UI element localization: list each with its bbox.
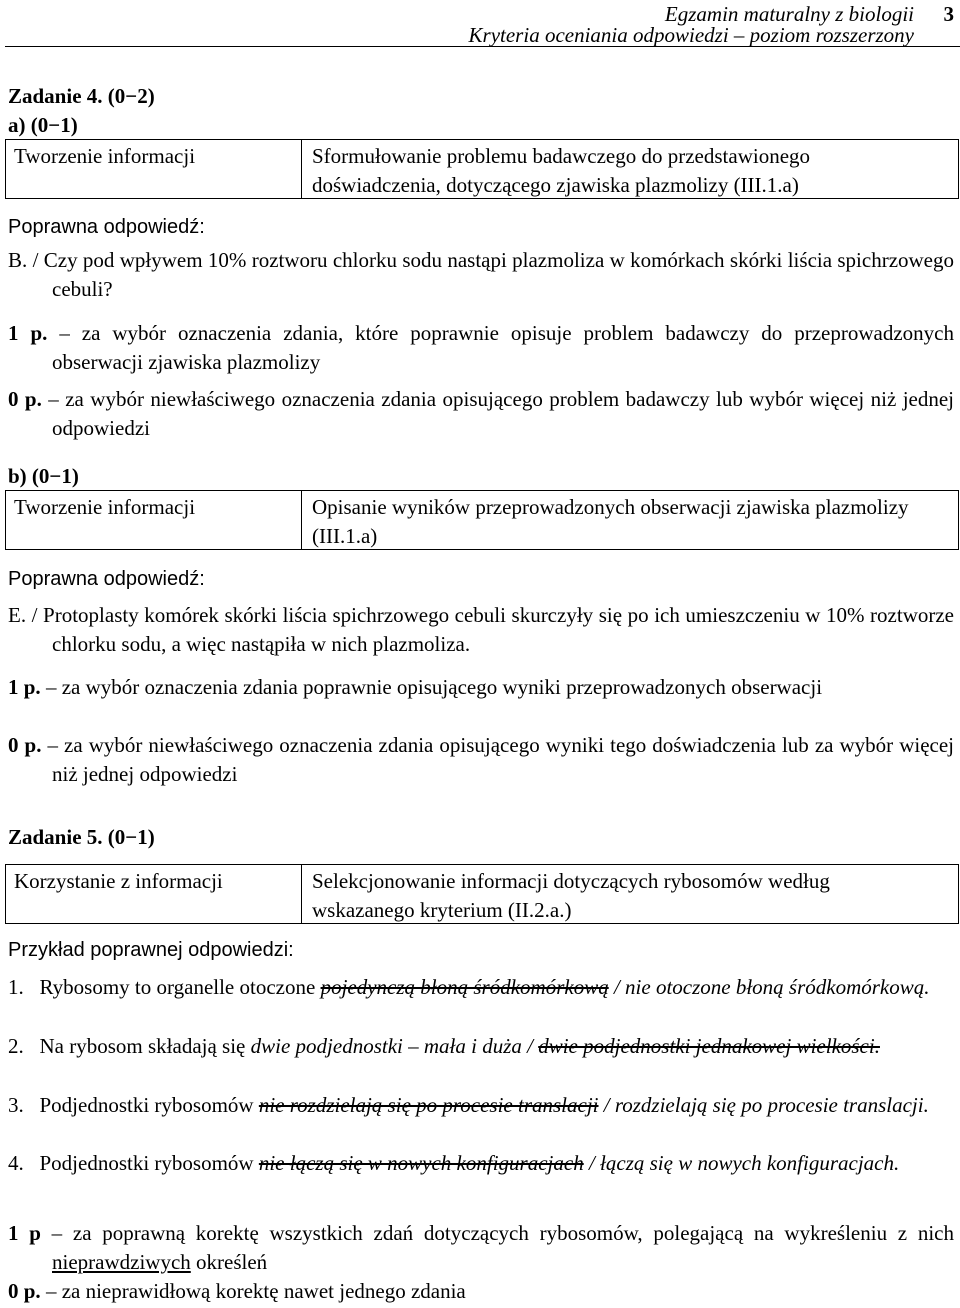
task4a-answer (8, 246, 954, 304)
task5-skill-description: Selekcjonowanie informacji dotyczących rybosomów według wskazanego kryterium (II.2.a.) (312, 869, 830, 922)
score-points: 0 p. (8, 1279, 41, 1303)
correct-phrase: / łączą się w nowych konfiguracjach. (583, 1151, 900, 1175)
task4b-skill-category: Tworzenie informacji (14, 495, 196, 519)
struck-phrase: nie rozdzielają się po procesie translacji (258, 1093, 599, 1117)
score-points: 0 p. (8, 733, 42, 757)
score-points: 1 p. (8, 321, 48, 345)
task5-title: Zadanie 5. (0−1) (8, 825, 155, 849)
score-description: – za poprawną korektę wszystkich zdań dotyczących rybosomów, polegającą na wykreśleniu z nich (51, 1221, 955, 1245)
item-number: 4. (8, 1151, 24, 1175)
task4b-score-1 (8, 673, 954, 702)
task5-score-1 (8, 1219, 954, 1277)
task4a-skill-category: Tworzenie informacji (14, 144, 196, 168)
task5-item-2 (8, 1032, 954, 1061)
item-number: 3. (8, 1093, 24, 1117)
score-description-end: określeń (190, 1250, 268, 1274)
task4-title: Zadanie 4. (0−2) (8, 84, 155, 108)
task5-item-4 (8, 1149, 954, 1178)
task4a-score-0 (8, 385, 954, 443)
task5-skill-box (5, 864, 959, 924)
task4a-skill-description: Sformułowanie problemu badawczego do przedstawionego doświadczenia, dotyczącego zjawiska plazmolizy (III.1.a) (312, 144, 811, 197)
item-text: Podjednostki rybosomów (39, 1093, 259, 1117)
task4a-score-1 (8, 319, 954, 377)
score-description: – za wybór oznaczenia zdania poprawnie opisującego wyniki przeprowadzonych obserwacji (45, 675, 823, 699)
task5-skill-category: Korzystanie z informacji (14, 869, 223, 893)
item-number: 1. (8, 975, 24, 999)
task4b-skill-box (5, 490, 959, 550)
box-divider (301, 491, 302, 549)
correct-phrase: / rozdzielają się po procesie translacji. (598, 1093, 929, 1117)
item-number: 2. (8, 1034, 24, 1058)
score-description: – za wybór niewłaściwego oznaczenia zdania opisującego wyniki tego doświadczenia lub za wybór więcej niż jednej odpowiedzi (47, 733, 954, 786)
task4a-answer-label: Poprawna odpowiedź: (8, 216, 205, 238)
task4b-score-0 (8, 731, 954, 789)
box-divider (301, 865, 302, 923)
underlined-word: nieprawdziwych (52, 1250, 191, 1274)
task5-item-3 (8, 1091, 954, 1120)
item-text: Na rybosom składają się (39, 1034, 251, 1058)
task4a-answer-text: B. / Czy pod wpływem 10% roztworu chlorku sodu nastąpi plazmoliza w komórkach skórki liścia spichrzowego cebuli? (8, 248, 954, 301)
page-header (314, 0, 954, 47)
item-text: Rybosomy to organelle otoczone (39, 975, 321, 999)
score-points: 1 p. (8, 675, 41, 699)
task4b-title: b) (0−1) (8, 464, 79, 488)
task4b-skill-description: Opisanie wyników przeprowadzonych obserwacji zjawiska plazmolizy (III.1.a) (312, 495, 909, 548)
task4a-title: a) (0−1) (8, 113, 78, 137)
task5-item-1 (8, 973, 954, 1002)
score-points: 1 p (8, 1221, 41, 1245)
score-description: – za wybór niewłaściwego oznaczenia zdania opisującego problem badawczy lub wybór więcej niż jednej odpowiedzi (48, 387, 955, 440)
score-description: – za wybór oznaczenia zdania, które poprawnie opisuje problem badawczy do przeprowadzonych obserwacji zjawiska plazmolizy (52, 321, 955, 374)
header-title: Egzamin maturalny z biologii (664, 2, 914, 26)
struck-phrase: pojedynczą błoną śródkomórkową (320, 975, 609, 999)
box-divider (301, 140, 302, 198)
correct-phrase: / nie otoczone błoną śródkomórkową. (608, 975, 930, 999)
score-points: 0 p. (8, 387, 42, 411)
task4b-answer-text: E. / Protoplasty komórek skórki liścia spichrzowego cebuli skurczyły się po ich umieszczeniu w 10% roztworze chlorku sodu, a więc nastąpiła w nich plazmoliza. (8, 603, 954, 656)
task4a-skill-box (5, 139, 959, 199)
header-rule (5, 46, 960, 47)
task4b-answer (8, 601, 954, 659)
struck-phrase: nie łączą się w nowych konfiguracjach (258, 1151, 584, 1175)
correct-phrase: dwie podjednostki – mała i duża / (250, 1034, 539, 1058)
item-text: Podjednostki rybosomów (39, 1151, 259, 1175)
task5-answer-label: Przykład poprawnej odpowiedzi: (8, 939, 294, 961)
header-subtitle: Kryteria oceniania odpowiedzi – poziom rozszerzony (468, 23, 914, 47)
score-description: – za nieprawidłową korektę nawet jednego zdania (45, 1279, 466, 1303)
struck-phrase: dwie podjednostki jednakowej wielkości. (538, 1034, 880, 1058)
task5-score-0 (8, 1277, 954, 1306)
task4b-answer-label: Poprawna odpowiedź: (8, 568, 205, 590)
page-number: 3 (943, 2, 954, 26)
